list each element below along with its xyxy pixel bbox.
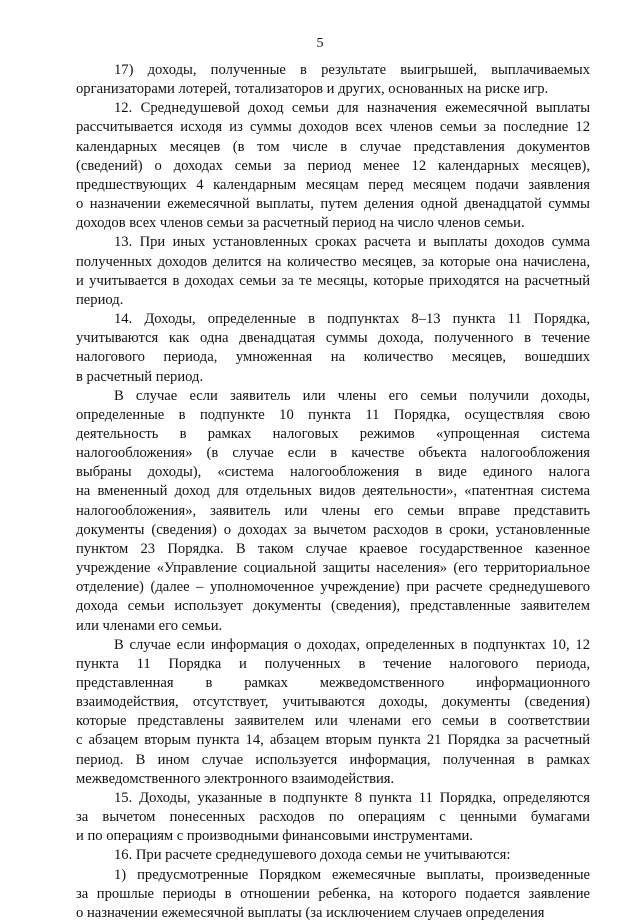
text-line: о назначении ежемесячной выплаты (за исключением случаев определения bbox=[76, 904, 545, 921]
text-line: отделение) (далее – уполномоченное учреждение) при расчете среднедушевого bbox=[76, 579, 590, 596]
text-line: за прошлые периоды в отношении ребенка, на которого подается заявление bbox=[76, 885, 590, 902]
text-line: период. В ином случае используется информация, полученная в рамках bbox=[76, 751, 590, 768]
text-line: 1) предусмотренные Порядком ежемесячные выплаты, произведенные bbox=[114, 866, 590, 883]
text-line: учитываются как одна двенадцатая суммы дохода, полученного в течение bbox=[76, 330, 590, 347]
page-number: 5 bbox=[316, 36, 324, 51]
text-line: в расчетный период. bbox=[76, 368, 204, 385]
text-line: доходов всех членов семьи за расчетный период на число членов семьи. bbox=[76, 215, 525, 232]
text-line: выбраны доходы), «система налогообложения в виде единого налога bbox=[76, 464, 590, 481]
document-body bbox=[76, 61, 590, 923]
text-line: календарных месяцев (в том числе в случае представления документов bbox=[76, 138, 590, 155]
text-line: определенные в подпункте 10 пункта 11 Порядка, осуществляя свою bbox=[76, 406, 590, 423]
text-line: за вычетом понесенных расходов по операциям с ценными бумагами bbox=[76, 809, 590, 826]
text-line: дохода семьи использует документы (сведения), представленные заявителем bbox=[76, 598, 590, 615]
text-line: пункта 11 Порядка и полученных в течение налогового периода, bbox=[76, 655, 590, 672]
text-line: взаимодействия, отсутствует, учитываются доходы, документы (сведения) bbox=[76, 694, 590, 711]
text-line: полученных доходов делится на количество месяцев, за которые она начислена, bbox=[76, 253, 590, 270]
paragraph bbox=[76, 846, 590, 865]
text-line: о назначении ежемесячной выплаты, путем деления одной двенадцатой суммы bbox=[76, 196, 590, 213]
text-line: и по операциям с производными финансовыми инструментами. bbox=[76, 828, 473, 845]
text-line: налогообложения» (в случае если в качестве объекта налогообложения bbox=[76, 445, 590, 462]
text-line: 14. Доходы, определенные в подпунктах 8–13 пункта 11 Порядка, bbox=[114, 311, 590, 328]
text-line: учреждение «Управление социальной защиты населения» (его территориальное bbox=[76, 560, 590, 577]
paragraph bbox=[76, 789, 590, 846]
paragraph bbox=[76, 99, 590, 233]
text-line: В случае если информация о доходах, определенных в подпунктах 10, 12 bbox=[114, 636, 590, 653]
text-line: (сведений) о доходах семьи за период менее 12 календарных месяцев), bbox=[76, 157, 590, 174]
text-line: 13. При иных установленных сроках расчета и выплаты доходов сумма bbox=[114, 234, 590, 251]
paragraph bbox=[76, 233, 590, 310]
text-line: 16. При расчете среднедушевого дохода семьи не учитываются: bbox=[114, 847, 511, 864]
text-line: 15. Доходы, указанные в подпункте 8 пункта 11 Порядка, определяются bbox=[114, 789, 590, 806]
text-line: 12. Среднедушевой доход семьи для назначения ежемесячной выплаты bbox=[114, 100, 590, 117]
text-line: или членами его семьи. bbox=[76, 617, 223, 634]
paragraph bbox=[76, 310, 590, 387]
text-line: организаторами лотерей, тотализаторов и других, основанных на риске игр. bbox=[76, 81, 549, 98]
text-line: межведомственного электронного взаимодействия. bbox=[76, 770, 395, 787]
text-line: представленная в рамках межведомственного информационного bbox=[76, 675, 590, 691]
text-line: предшествующих 4 календарным месяцам перед месяцем подачи заявления bbox=[76, 176, 590, 193]
text-line: на вмененный доход для отдельных видов деятельности», «патентная система bbox=[76, 483, 590, 500]
paragraph bbox=[76, 387, 590, 636]
text-line: документы (сведения) о доходах за вычетом расходов в сроки, установленные bbox=[76, 521, 590, 538]
text-line: пунктом 23 Порядка. В таком случае краевое государственное казенное bbox=[76, 540, 590, 557]
text-line: рассчитывается исходя из суммы доходов всех членов семьи за последние 12 bbox=[76, 119, 590, 136]
text-line: период. bbox=[76, 291, 124, 308]
text-line: с абзацем вторым пункта 14, абзацем вторым пункта 21 Порядка за расчетный bbox=[76, 732, 590, 749]
text-line: 17) доходы, полученные в результате выигрышей, выплачиваемых bbox=[114, 62, 590, 78]
text-line: В случае если заявитель или члены его семьи получили доходы, bbox=[114, 387, 590, 404]
paragraph bbox=[76, 636, 590, 789]
text-line: налогообложения», заявитель или члены его семьи вправе представить bbox=[76, 502, 590, 519]
text-line: деятельность в рамках налоговых режимов «упрощенная система bbox=[76, 425, 590, 442]
paragraph bbox=[76, 61, 590, 99]
text-line: налогового периода, умноженная на количество месяцев, вошедших bbox=[76, 349, 590, 366]
paragraph bbox=[76, 866, 590, 923]
text-line: и учитывается в доходах семьи за те месяцы, которые приходятся на расчетный bbox=[76, 272, 590, 289]
text-line: которые представлены заявителем или членами его семьи в соответствии bbox=[76, 713, 590, 730]
